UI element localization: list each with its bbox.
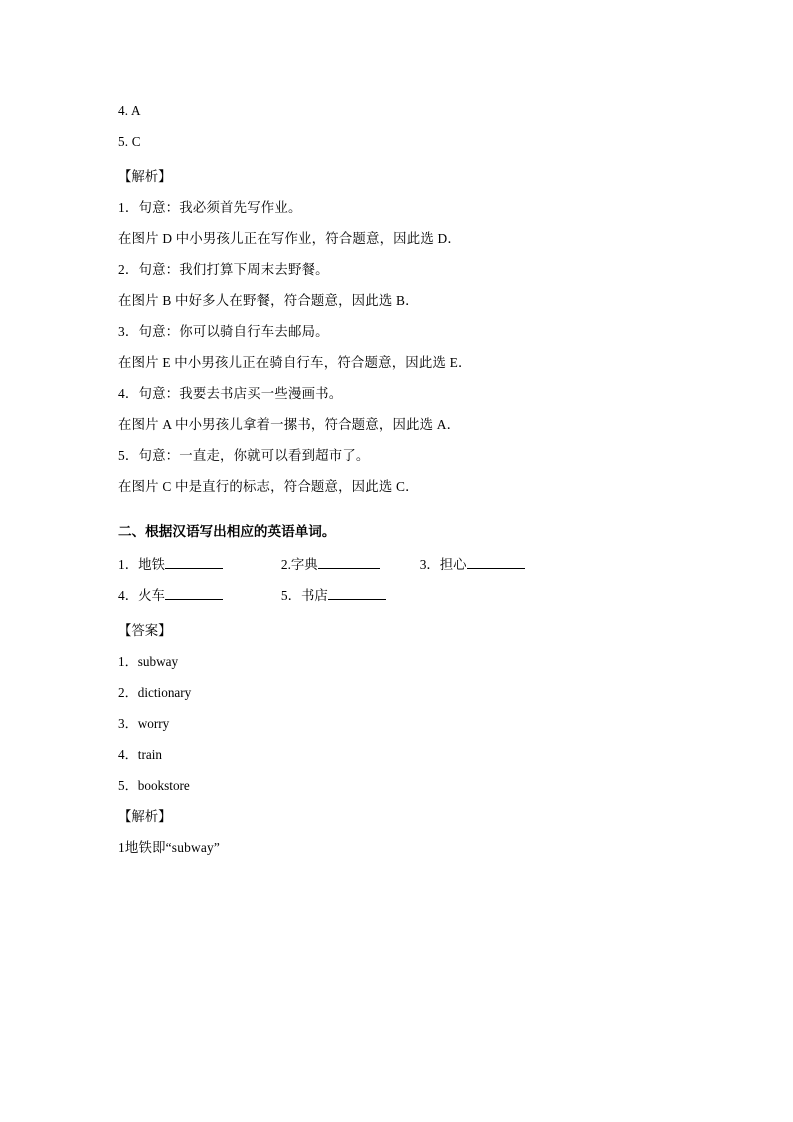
section-two-heading: 二、根据汉语写出相应的英语单词。 (118, 524, 336, 539)
fill-item-5-blank[interactable] (328, 599, 386, 600)
analysis-sentence-2: 2．句意：我们打算下周末去野餐。 (118, 262, 329, 277)
analysis-sentence-1: 1．句意：我必须首先写作业。 (118, 200, 302, 215)
analysis-last-line: 1地铁即“subway” (118, 840, 221, 855)
analysis-sentence-4: 4．句意：我要去书店买一些漫画书。 (118, 386, 343, 401)
fill-item-2-blank[interactable] (318, 568, 380, 569)
analysis-explanation-1: 在图片 D 中小男孩儿正在写作业，符合题意，因此选 D． (118, 231, 461, 246)
answer-item-2: 2．dictionary (118, 685, 192, 700)
answer-line-4: 4. A (118, 103, 141, 118)
analysis-explanation-3: 在图片 E 中小男孩儿正在骑自行车，符合题意，因此选 E． (118, 355, 472, 370)
fill-item-1-blank[interactable] (165, 568, 223, 569)
fill-item-1-label: 1．地铁 (118, 557, 165, 572)
analysis-explanation-5: 在图片 C 中是直行的标志，符合题意，因此选 C． (118, 479, 419, 494)
answer-item-4: 4．train (118, 747, 162, 762)
answer-label: 【答案】 (118, 623, 172, 638)
fill-item-3-blank[interactable] (467, 568, 525, 569)
fill-item-3-label: 3．担心 (419, 557, 467, 572)
fill-row-first (118, 549, 675, 580)
answer-line-5: 5. C (118, 134, 141, 149)
answer-item-5: 5．bookstore (118, 778, 190, 793)
analysis-sentence-3: 3．句意：你可以骑自行车去邮局。 (118, 324, 329, 339)
fill-row-second (118, 580, 675, 611)
analysis-label-first: 【解析】 (118, 169, 172, 184)
analysis-sentence-5: 5．句意：一直走，你就可以看到超市了。 (118, 448, 370, 463)
fill-item-4-label: 4．火车 (118, 588, 165, 603)
answer-item-3: 3．worry (118, 716, 170, 731)
analysis-label-second: 【解析】 (118, 809, 172, 824)
answer-item-1: 1．subway (118, 654, 179, 669)
fill-item-5-label: 5．书店 (280, 588, 328, 603)
analysis-explanation-2: 在图片 B 中好多人在野餐，符合题意，因此选 B． (118, 293, 419, 308)
fill-item-2-label: 2.字典 (280, 557, 318, 572)
fill-item-4-blank[interactable] (165, 599, 223, 600)
analysis-explanation-4: 在图片 A 中小男孩儿拿着一摞书，符合题意，因此选 A． (118, 417, 461, 432)
